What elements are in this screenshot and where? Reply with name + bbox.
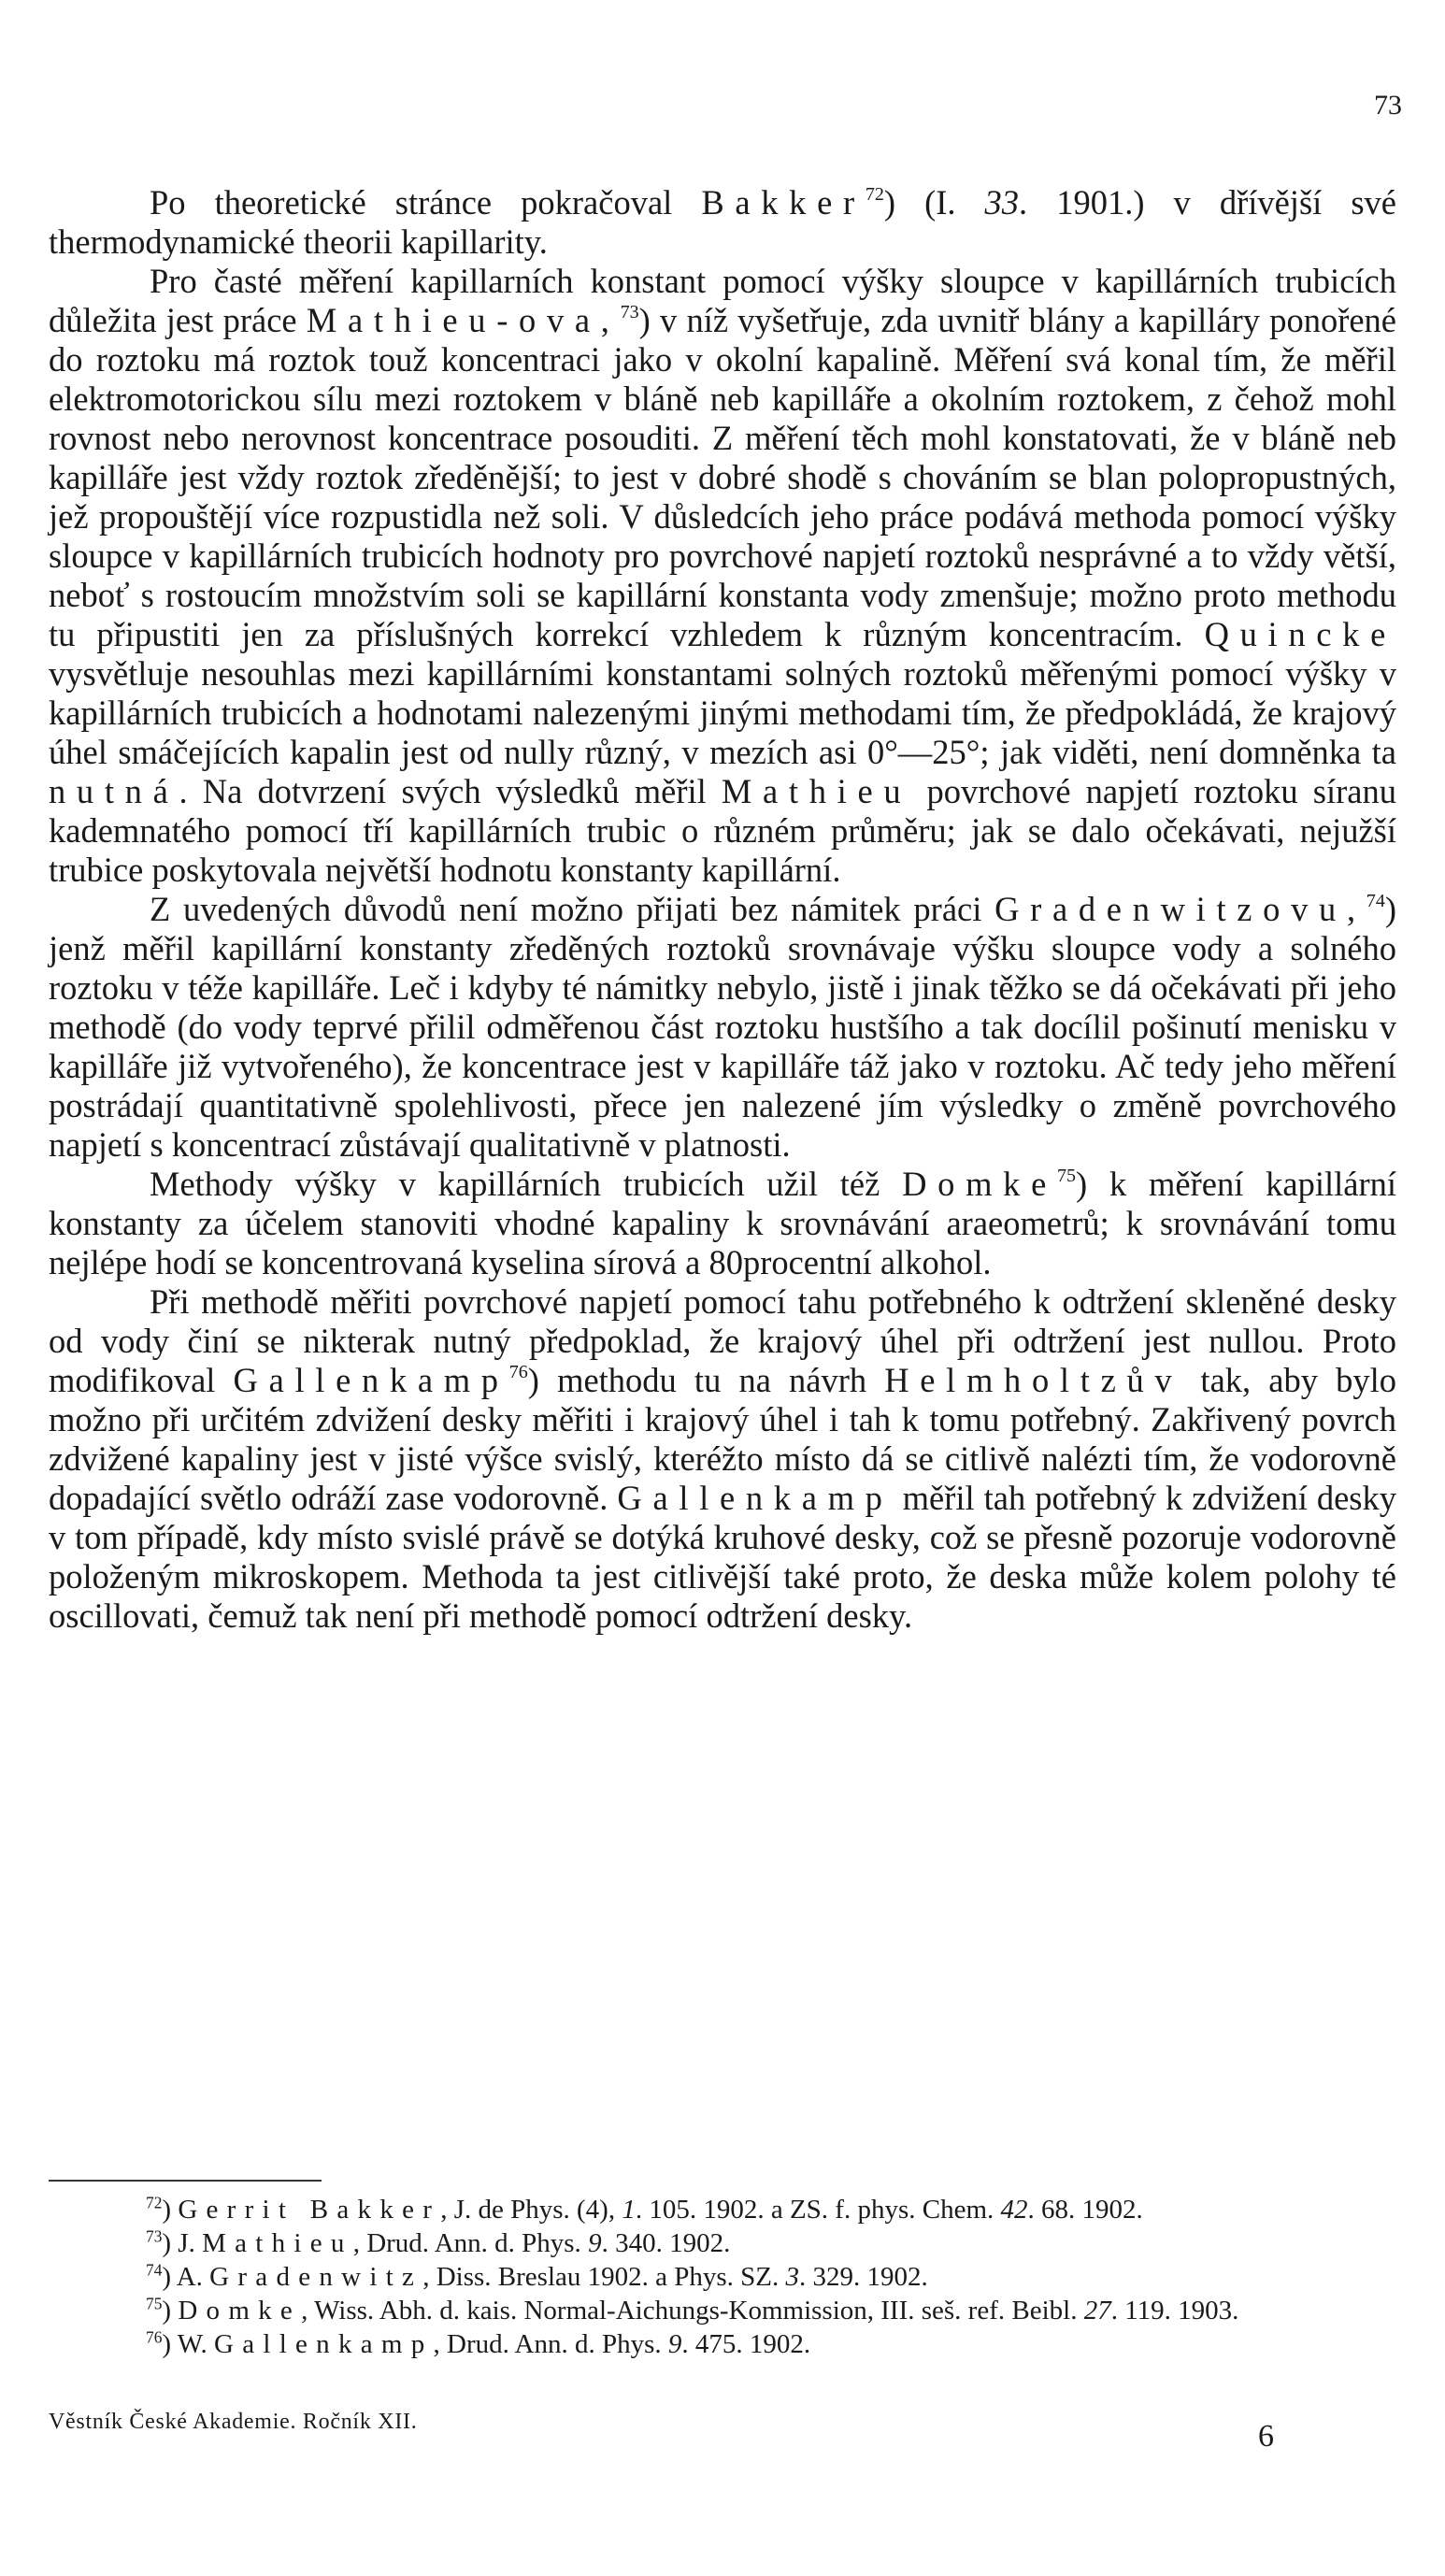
footnotes [49,2193,1396,2361]
text-run: Při methodě měřiti povrchové napjetí pomocí tahu potřebného k odtržení skleněné desky od vody činí se nikterak nutný předpoklad, že krajový úhel při odtržení jest nullou. Proto modifikoval [49,1282,1396,1399]
reference-mark: 72 [865,183,884,205]
spaced-name: Gradenwitzovu, [994,890,1366,928]
footnote-73 [49,2226,1396,2260]
text-run: . 340. 1902. [601,2228,731,2258]
spaced-name: Mathieu [721,772,912,810]
text-run: ) [162,2296,179,2326]
text-run: Z uvedených důvodů není možno přijati bez námitek práci [150,890,995,928]
footnote-76 [49,2327,1396,2361]
text-run: 9 [588,2228,602,2258]
footnote-75 [49,2294,1396,2327]
reference-mark: 74 [146,2260,163,2280]
spaced-name: Helmholtzův [884,1361,1183,1399]
text-run: , Drud. Ann. d. Phys. [352,2228,589,2258]
spaced-name: Mathieu-ova, [306,301,621,339]
text-run: vysvětluje nesouhlas mezi kapillárními konstantami solných roztoků měřenými pomocí výšky v kapillárních trubicích a hodnotami nalezenými jinými methodami tím, že předpokládá, že krajový úhel smáčejících kapalin jest od nully různý, v mezích asi 0°—25°; jak viděti, není domněnka ta [49,654,1396,771]
spaced-name: Gallenkamp [617,1479,894,1517]
reference-mark: 73 [146,2226,163,2246]
reference-mark: 76 [146,2327,163,2347]
text-run: 1 [622,2195,636,2225]
text-run: . 119. 1903. [1110,2296,1239,2326]
paragraph [49,183,1396,262]
reference-mark: 75 [146,2294,163,2313]
spaced-name: Gallenkamp [233,1361,509,1399]
spaced-name: Bakker [701,183,866,222]
signature-mark: 6 [1258,2419,1274,2454]
text-run: ) W. [162,2329,214,2359]
text-run: . 329. 1902. [799,2262,928,2292]
spaced-name: Mathieu [202,2228,353,2258]
text-run: , J. de Phys. (4), [440,2195,622,2225]
text-run: . 1901.) v dřívější své thermodynamické theorii kapillarity. [49,183,1396,261]
text-run: Methody výšky v kapillárních trubicích užil též [150,1165,903,1203]
spaced-name: Gradenwitz [209,2262,423,2292]
text-run: ) (I. [883,183,985,222]
paragraph [49,890,1396,1165]
paragraph [49,262,1396,890]
text-run: 9 [667,2329,682,2359]
text-run: . 475. 1902. [681,2329,811,2359]
reference-mark: 73 [620,301,639,322]
text-run: ) A. [162,2262,210,2292]
text-run: , Wiss. Abh. d. kais. Normal-Aichungs-Kommission, III. seš. ref. Beibl. [301,2296,1084,2326]
journal-footer: Věstník České Akademie. Ročník XII. [49,2410,418,2434]
text-run: Pro časté měření kapillarních konstant pomocí výšky sloupce v kapillárních trubicích důležita jest práce [49,262,1396,339]
text-run: 3 [785,2262,800,2292]
spaced-name: Quincke [1204,615,1396,653]
text-run: měřil tah potřebný k zdvižení desky v tom případě, kdy místo svislé právě se dotýká kruhové desky, což se přesně pozoruje vodorovně položeným mikroskopem. Methoda ta jest citlivější také proto, že deska může kolem polohy té oscillovati, čemuž tak není při methodě pomocí odtržení desky. [49,1479,1396,1635]
reference-mark: 75 [1056,1165,1077,1186]
text-run: ) [162,2195,179,2225]
spaced-name: Gerrit Bakker [178,2195,441,2225]
text-run: . 68. 1902. [1027,2195,1143,2225]
text-run: , Drud. Ann. d. Phys. [433,2329,668,2359]
footnote-divider [49,2180,322,2182]
spaced-name: Domke [178,2296,302,2326]
text-run: 42 [1000,2195,1028,2225]
spaced-name: Domke [902,1165,1057,1203]
text-run: ) v níž vyšetřuje, zda uvnitř blány a kapilláry ponořené do roztoku má roztok touž koncentraci jako v okolní kapalině. Měření svá konal tím, že měřil elektromotorickou sílu mezi roztokem v bláně neb kapilláře a okolním roztokem, z čehož mohl rovnost nebo nerovnost koncentrace posouditi. Z měření těch mohl konstatovati, že v bláně neb kapilláře jest vždy roztok zředěnější; to jest v dobré shodě s chováním se blan polopropustných, jež propouštějí více rozpustidla než soli. V důsledcích jeho práce podává methoda pomocí výšky sloupce v kapillárních trubicích hodnoty pro povrchové napjetí roztoků nesprávné a to vždy větší, neboť s rostoucím množstvím soli se kapillární konstanta vody zmenšuje; možno proto methodu tu připustiti jen za příslušných korrekcí vzhledem k různým koncentracím. [49,301,1397,653]
reference-mark: 72 [146,2193,163,2212]
text-run: , Diss. Breslau 1902. a Phys. SZ. [422,2262,786,2292]
footnote-72 [49,2193,1396,2226]
text-run: ) methodu tu na návrh [527,1361,885,1399]
text-run: povrchové napjetí roztoku síranu kademnatého pomocí tří kapillárních trubic o různém průměru; jak se dalo očekávati, nejužší trubice poskytovala největší hodnotu konstanty kapillární. [49,772,1396,889]
paragraph [49,1165,1396,1282]
reference-mark: 76 [508,1361,528,1382]
text-run: . 105. 1902. a ZS. f. phys. Chem. [635,2195,1001,2225]
text-run: ) k měření kapillární konstanty za účelem stanoviti vhodné kapaliny k srovnávání araeometrů; k srovnávání tomu nejlépe hodí se koncentrovaná kyselina sírová a 80procentní alkohol. [49,1165,1396,1281]
text-run: ) J. [162,2228,203,2258]
body-text [49,183,1396,1636]
paragraph [49,1282,1396,1636]
footnote-74 [49,2260,1396,2294]
reference-mark: 74 [1366,890,1385,911]
page-number: 73 [1374,90,1402,121]
text-run: Po theoretické stránce pokračoval [150,183,702,222]
spaced-name: nutná [49,772,179,810]
spaced-name: Gallenkamp [213,2329,434,2359]
text-run: ) jenž měřil kapillární konstanty zředěných roztoků srovnávaje výšku sloupce vody a solného roztoku v téže kapilláře. Leč i kdyby té námitky nebylo, jistě i jinak těžko se dá očekávati při jeho methodě (do vody teprvé přilil odměřenou část roztoku hustšího a tak docílil pošinutí menisku v kapilláře již vytvořeného), že koncentrace jest v kapilláře táž jako v roztoku. Ač tedy jeho měření postrádají quantitativně spolehlivosti, přece jen nalezené jím výsledky o změně povrchového napjetí s koncentrací zůstávají qualitativně v platnosti. [49,890,1396,1164]
text-run: 27 [1083,2296,1111,2326]
text-run: tak, aby bylo možno při určitém zdvižení desky měřiti i krajový úhel i tah k tomu potřebný. Zakřivený povrch zdvižené kapaliny jest v jisté výšce svislý, kteréžto místo dá se citlivě nalézti tím, že vodorovně dopadající světlo odráží zase vodorovně. [49,1361,1396,1517]
text-run: 33 [984,183,1020,222]
text-run: . Na dotvrzení svých výsledků měřil [179,772,722,810]
